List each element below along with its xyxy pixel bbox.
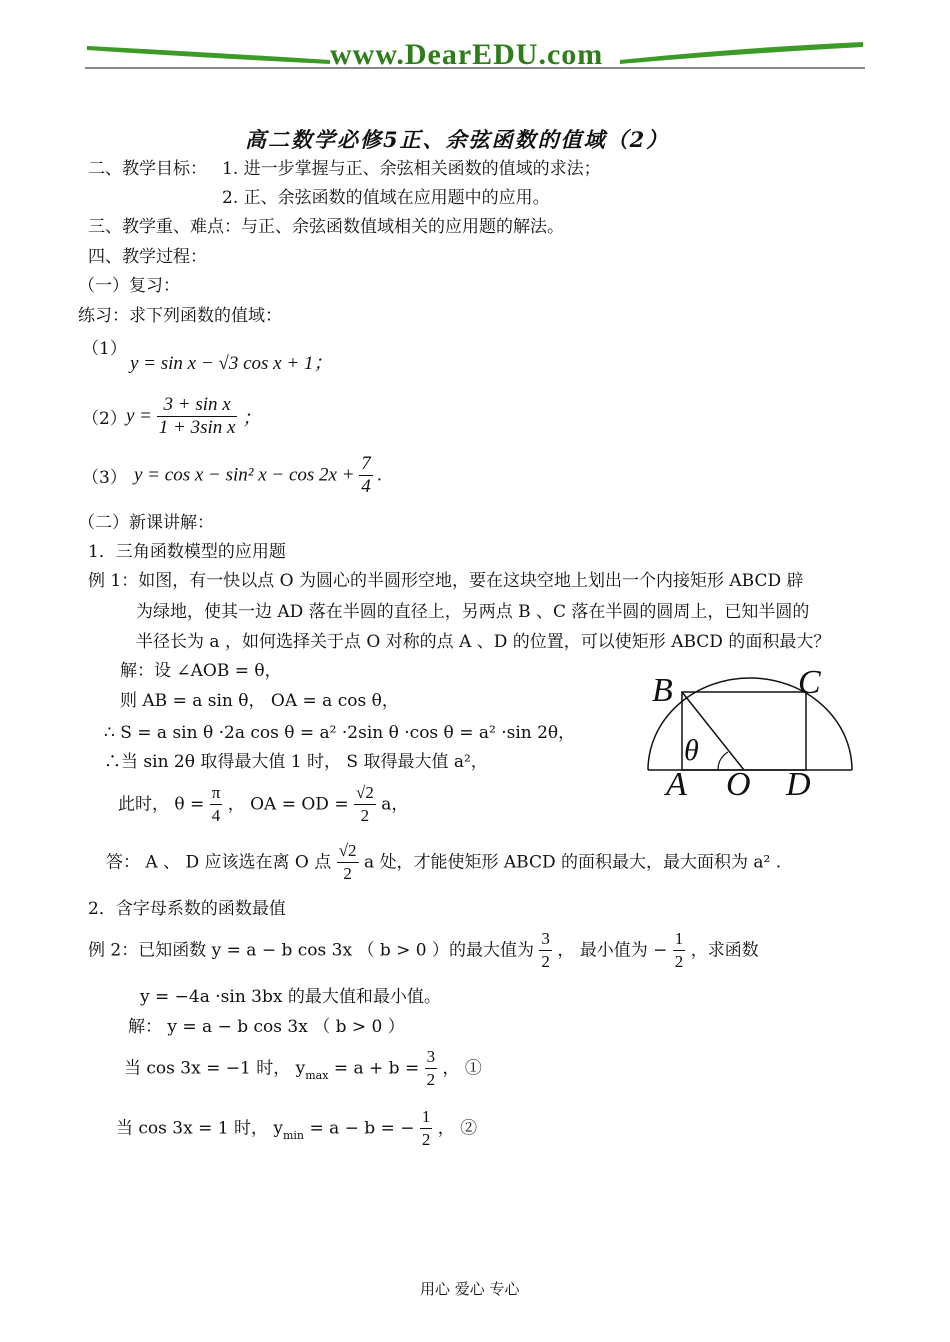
exercise-3-denominator: 4 (361, 476, 371, 497)
q-max-denominator: 2 (541, 952, 550, 971)
sol3-part-b: = a − b = − (309, 1118, 415, 1139)
exercise-3-expr (134, 453, 382, 498)
exercise-2-fraction (157, 394, 238, 439)
example-1-line-1: 例 1：如图，有一快以点 O 为圆心的半圆形空地，要在这块空地上划出一个内接矩形 ABCD 辟 (88, 571, 804, 591)
sol3-part-a: 当 cos 3x = 1 时， y (116, 1118, 283, 1139)
exercise-3-tail: . (377, 464, 383, 486)
example-1-answer (106, 840, 781, 885)
header-banner (85, 38, 865, 74)
exercise-2-label: （2） (82, 409, 127, 429)
example-1-line-3: 半径长为 a ，如何选择关于点 O 对称的点 A 、D 的位置，可以使矩形 ABCD 的面积最大？ (136, 632, 831, 652)
sol2-numerator: 3 (425, 1046, 438, 1069)
process-heading: 四、教学过程： (88, 247, 207, 267)
goals-label: 二、教学目标： (88, 159, 207, 179)
exercise-2-numerator: 3 + sin x (157, 394, 238, 417)
sol2-part-c: ， ① (442, 1058, 482, 1079)
sol2-subscript: max (305, 1069, 329, 1082)
page-footer: 用心 爱心 专心 (420, 1280, 520, 1298)
q-max-numerator: 3 (539, 928, 552, 951)
new-lesson-heading: （二）新课讲解： (78, 513, 214, 533)
sol2-denominator: 2 (426, 1070, 436, 1089)
q-min-denominator: 2 (674, 952, 684, 971)
q-part-c: ，求函数 (690, 940, 759, 961)
example-1-solution-1: 解：设 ∠AOB = θ， (120, 661, 282, 681)
sol3-denominator: 2 (421, 1130, 431, 1149)
theta-numerator: π (210, 782, 223, 805)
example-2-question (88, 928, 759, 973)
goal-2: 2. 正、余弦函数的值域在应用题中的应用。 (222, 188, 550, 208)
q-max-fraction (539, 928, 552, 973)
label-b: B (652, 672, 673, 709)
q-part-a: 例 2：已知函数 y = a − b cos 3x （ b > 0 ）的最大值为 (88, 940, 535, 961)
sol3-subscript: min (282, 1129, 305, 1142)
answer-part-a: 答： A 、 D 应该选在离 O 点 (106, 852, 332, 873)
exercise-1-label: （1） (82, 339, 127, 359)
goal-1: 1. 进一步掌握与正、余弦相关函数的值域的求法； (222, 159, 601, 179)
exercise-3-fraction (359, 453, 373, 498)
example-2-solution-3 (116, 1106, 477, 1151)
q-min-fraction (673, 928, 686, 973)
label-a: A (666, 766, 687, 803)
example-1-solution-3: ∴ S = a sin θ ·2a cos θ = a² ·2sin θ ·cos θ = a² ·sin 2θ， (104, 723, 576, 743)
oa-fraction (354, 782, 376, 827)
topic-2-heading: 2．含字母系数的函数最值 (88, 899, 286, 919)
exercise-3-numerator: 7 (361, 453, 371, 474)
q-min-numerator: 1 (673, 928, 686, 951)
exercise-3-label: （3） (82, 468, 127, 488)
semicircle-figure (640, 664, 860, 810)
answer-numerator: √2 (337, 840, 359, 863)
exercise-1-expr: y = sin x − √3 cos x + 1； (130, 353, 333, 374)
example-1-solution-5 (118, 782, 408, 827)
site-logo[interactable]: www.DearEDU.com (330, 38, 604, 71)
sol2-part-b: = a + b = (333, 1058, 420, 1079)
topic-1-heading: 1．三角函数模型的应用题 (88, 542, 286, 562)
example-2-question-line-2: y = −4a ·sin 3bx 的最大值和最小值。 (140, 987, 441, 1007)
solution-5-part-b: ， OA = OD = (227, 794, 349, 815)
answer-fraction (337, 840, 359, 885)
solution-5-part-a: 此时， θ = (118, 794, 205, 815)
label-c: C (798, 664, 821, 701)
label-theta: θ (684, 734, 699, 767)
example-2-solution-2 (124, 1046, 482, 1091)
example-1-line-2: 为绿地，使其一边 AD 落在半圆的直径上，另两点 B 、C 落在半圆的圆周上，已知半圆的 (136, 602, 810, 622)
answer-denominator: 2 (343, 864, 352, 883)
sol3-numerator: 1 (420, 1106, 433, 1129)
theta-denominator: 4 (211, 806, 221, 825)
theta-fraction (210, 782, 223, 827)
review-heading: （一）复习： (78, 276, 180, 296)
label-o: O (726, 766, 751, 803)
exercise-2-lhs: y = (126, 405, 153, 427)
example-1-solution-2: 则 AB = a sin θ， OA = a cos θ， (120, 691, 399, 711)
example-2-solution-1: 解： y = a − b cos 3x （ b > 0 ） (128, 1017, 405, 1037)
exercise-3-main: y = cos x − sin² x − cos 2x + (134, 464, 355, 486)
key-points: 三、教学重、难点：与正、余弦函数值域相关的应用题的解法。 (88, 217, 564, 237)
sol3-fraction (420, 1106, 433, 1151)
label-d: D (786, 766, 811, 803)
oa-denominator: 2 (360, 806, 370, 825)
sol2-part-a: 当 cos 3x = −1 时， y (124, 1058, 306, 1079)
sol2-fraction (425, 1046, 438, 1091)
exercise-heading: 练习：求下列函数的值域： (78, 306, 282, 326)
sol3-part-c: ， ② (437, 1118, 478, 1139)
solution-5-part-c: a， (381, 794, 409, 815)
exercise-2-tail: ； (242, 408, 262, 429)
oa-numerator: √2 (354, 782, 376, 805)
exercise-2-denominator: 1 + 3sin x (158, 417, 236, 438)
q-part-b: ， 最小值为 − (557, 940, 668, 961)
answer-part-b: a 处，才能使矩形 ABCD 的面积最大，最大面积为 a² . (363, 852, 782, 873)
exercise-2-expr (126, 394, 261, 439)
page-title: 高二数学必修5正、余弦函数的值域（2） (245, 127, 670, 152)
example-1-solution-4: ∴当 sin 2θ 取得最大值 1 时， S 取得最大值 a²， (104, 752, 488, 772)
